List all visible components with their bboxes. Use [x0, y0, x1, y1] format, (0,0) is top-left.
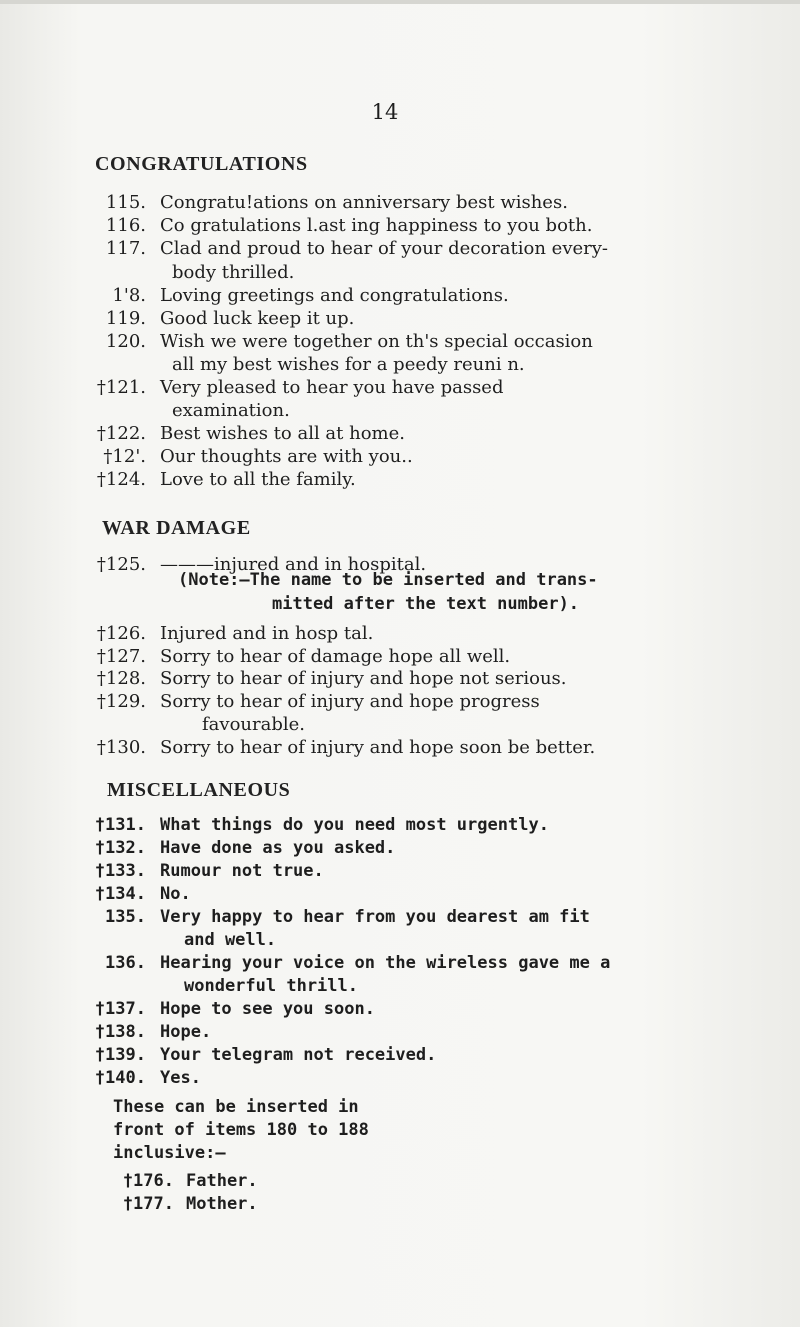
item-text: ———injured and in hospital. — [160, 554, 427, 575]
item-number: †127. — [96, 646, 146, 667]
list-item — [84, 1193, 258, 1216]
item-text: Rumour not true. — [160, 861, 324, 881]
item-text: Your telegram not received. — [160, 1045, 437, 1065]
insert-note-line: These can be inserted in — [113, 1097, 359, 1117]
note-line: mitted after the text number). — [272, 594, 580, 614]
list-item — [84, 330, 593, 353]
item-number: †138. — [94, 1022, 146, 1042]
section-heading-congratulations: CONGRATULATIONS — [95, 153, 308, 175]
insert-note-line: front of items 180 to 188 — [113, 1120, 369, 1140]
item-continuation: examination. — [172, 400, 290, 421]
insert-note-line: inclusive:— — [113, 1143, 226, 1163]
item-text: Very happy to hear from you dearest am fit — [160, 907, 590, 927]
list-item — [84, 307, 354, 330]
list-item — [84, 468, 356, 491]
list-item — [84, 376, 503, 399]
list-item — [84, 1044, 436, 1067]
item-number: 136. — [105, 953, 146, 973]
item-number: 117. — [105, 238, 146, 259]
section-heading-war-damage: WAR DAMAGE — [102, 517, 251, 539]
item-text: Best wishes to all at home. — [160, 423, 405, 444]
item-text: Sorry to hear of injury and hope progress — [160, 691, 540, 712]
note-line: (Note:—The name to be inserted and trans- — [178, 570, 598, 590]
list-item — [84, 1067, 201, 1090]
list-item — [84, 422, 405, 445]
list-item — [84, 1170, 258, 1193]
item-text: Our thoughts are with you.. — [160, 446, 413, 467]
item-number: 116. — [105, 215, 146, 236]
item-text: Wish we were together on th's special occasion — [160, 331, 593, 352]
list-item — [84, 1021, 211, 1044]
item-text: Hope. — [160, 1022, 212, 1042]
item-text: Clad and proud to hear of your decoration every- — [160, 238, 609, 259]
list-item — [84, 214, 592, 237]
item-text: Father. — [186, 1171, 258, 1191]
item-number: †126. — [96, 623, 146, 644]
item-number: †140. — [94, 1068, 146, 1088]
item-continuation: all my best wishes for a peedy reuni n. — [172, 354, 525, 375]
item-text: Hope to see you soon. — [160, 999, 375, 1019]
list-item — [84, 191, 568, 214]
item-number: †137. — [94, 999, 146, 1019]
list-item — [84, 736, 595, 759]
list-item — [84, 837, 395, 860]
item-text: Loving greetings and congratulations. — [160, 285, 509, 306]
list-item — [84, 645, 510, 668]
item-number: †125. — [96, 554, 146, 575]
list-item — [84, 860, 324, 883]
item-text: Sorry to hear of damage hope all well. — [160, 646, 511, 667]
item-continuation: and well. — [184, 930, 277, 950]
item-number: 119. — [105, 308, 146, 329]
item-text: Congratu!ations on anniversary best wishes. — [160, 192, 568, 213]
page-number: 14 — [371, 100, 399, 124]
item-text: Good luck keep it up. — [160, 308, 355, 329]
item-number: 115. — [105, 192, 146, 213]
list-item — [84, 998, 375, 1021]
item-number: †132. — [94, 838, 146, 858]
item-number: †122. — [96, 423, 146, 444]
item-text: Very pleased to hear you have passed — [160, 377, 504, 398]
item-text: Yes. — [160, 1068, 201, 1088]
item-number: †130. — [96, 737, 146, 758]
list-item — [84, 622, 373, 645]
item-number: †133. — [94, 861, 146, 881]
item-number: †177. — [122, 1194, 174, 1214]
item-text: Co gratulations l.ast ing happiness to you both. — [160, 215, 593, 236]
item-number: †134. — [94, 884, 146, 904]
item-number: †124. — [96, 469, 146, 490]
item-text: Have done as you asked. — [160, 838, 396, 858]
item-text: Mother. — [186, 1194, 258, 1214]
list-item — [84, 690, 540, 713]
item-continuation: favourable. — [202, 714, 305, 735]
item-number: 120. — [105, 331, 146, 352]
list-item — [84, 237, 608, 260]
item-continuation: body thrilled. — [172, 262, 295, 283]
item-text: Hearing your voice on the wireless gave me a — [160, 953, 611, 973]
item-text: What things do you need most urgently. — [160, 815, 549, 835]
item-number: †131. — [94, 815, 146, 835]
item-text: Injured and in hosp tal. — [160, 623, 374, 644]
item-number: †176. — [122, 1171, 174, 1191]
item-number: †121. — [96, 377, 146, 398]
list-item — [84, 814, 549, 837]
item-text: Sorry to hear of injury and hope soon be better. — [160, 737, 596, 758]
item-number: 1'8. — [112, 285, 146, 306]
item-text: No. — [160, 884, 191, 904]
list-item — [84, 284, 509, 307]
section-heading-miscellaneous: MISCELLANEOUS — [107, 779, 291, 801]
list-item — [84, 906, 590, 929]
item-number: †139. — [94, 1045, 146, 1065]
item-number: †129. — [96, 691, 146, 712]
item-number: †128. — [96, 668, 146, 689]
item-text: Love to all the family. — [160, 469, 356, 490]
item-text: Sorry to hear of injury and hope not serious. — [160, 668, 567, 689]
item-number: †12'. — [103, 446, 146, 467]
page-top-edge — [0, 0, 800, 4]
list-item — [84, 667, 567, 690]
list-item — [84, 883, 191, 906]
item-number: 135. — [105, 907, 146, 927]
list-item — [84, 952, 610, 975]
list-item — [84, 445, 413, 468]
item-continuation: wonderful thrill. — [184, 976, 358, 996]
